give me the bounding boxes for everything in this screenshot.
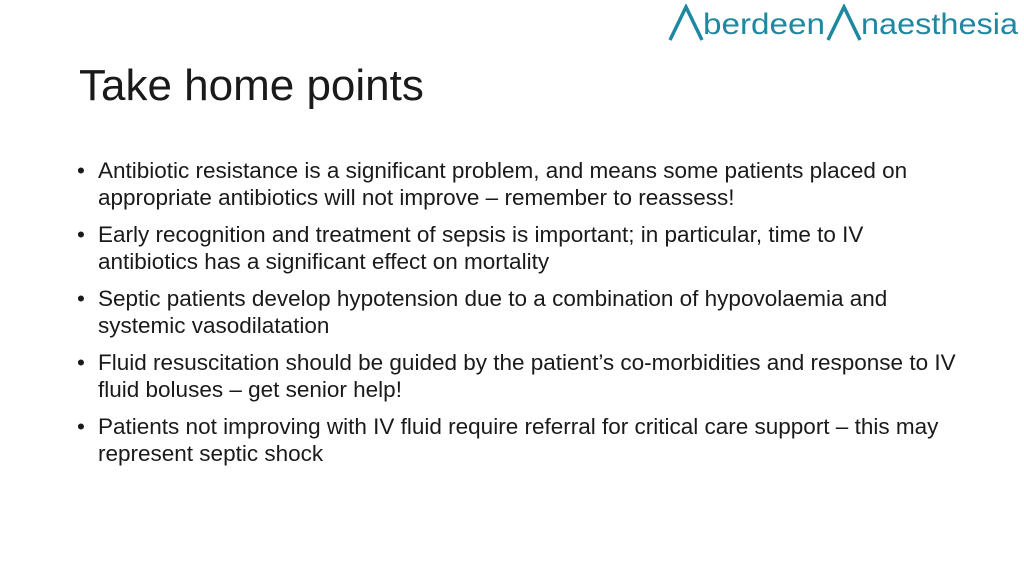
- logo-chevron-a-icon: [670, 7, 702, 40]
- bullet-text: Antibiotic resistance is a significant problem, and means some patients placed on appropriate antibiotics will not improve – remember to reassess!: [98, 158, 908, 210]
- bullet-text: Septic patients develop hypotension due to a combination of hypovolaemia and systemic vasodilatation: [98, 286, 888, 338]
- bullet-text: Patients not improving with IV fluid require referral for critical care support – this may represent septic shock: [98, 414, 939, 466]
- aberdeen-anaesthesia-logo: [668, 4, 1020, 44]
- logo-word-naesthesia: naesthesia: [861, 8, 1019, 41]
- logo-word-berdeen: berdeen: [703, 8, 825, 41]
- bullet-marker: •: [77, 158, 85, 183]
- bullet-marker: •: [77, 414, 85, 439]
- bullet-list: [77, 157, 957, 477]
- bullet-item: [77, 349, 957, 403]
- bullet-marker: •: [77, 350, 85, 375]
- bullet-marker: •: [77, 222, 85, 247]
- bullet-item: [77, 157, 957, 211]
- bullet-text: Fluid resuscitation should be guided by the patient’s co-morbidities and response to IV fluid boluses – get senior help!: [98, 350, 956, 402]
- bullet-item: [77, 413, 957, 467]
- logo-graphic: [668, 4, 1020, 44]
- bullet-marker: •: [77, 286, 85, 311]
- slide-title: Take home points: [79, 61, 424, 110]
- bullet-item: [77, 221, 957, 275]
- logo-chevron-a-icon-2: [828, 7, 860, 40]
- bullet-text: Early recognition and treatment of sepsis is important; in particular, time to IV antibiotics has a significant effect on mortality: [98, 222, 864, 274]
- bullet-item: [77, 285, 957, 339]
